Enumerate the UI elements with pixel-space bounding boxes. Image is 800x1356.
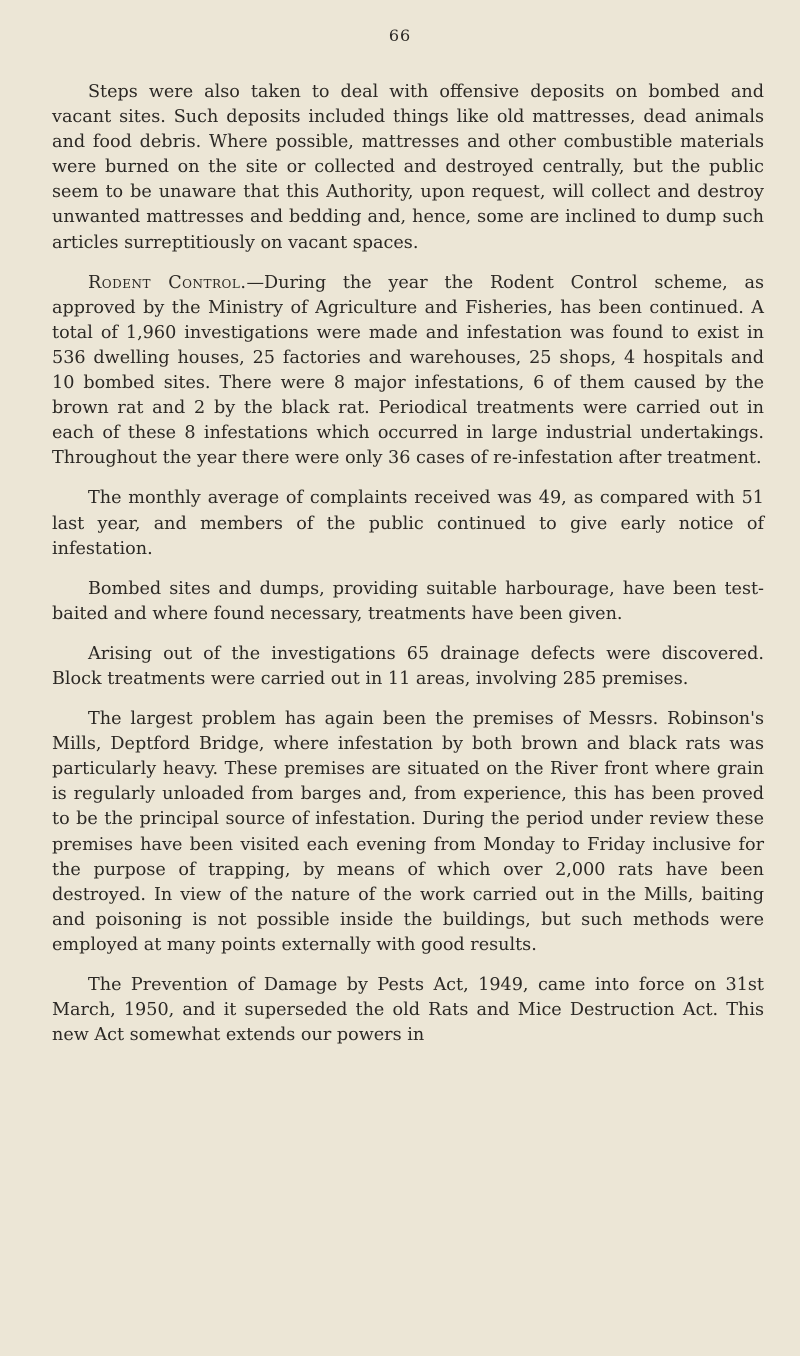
paragraph-text: The largest problem has again been the premises of Messrs. Robinson's Mills, Deptford Bridge, where infestation by both brown and black rats was particularly heavy. These premises are situated on the River front where grain is regularly unloaded from barges and, from experience, this has been proved to be the principal source of infestation. During the period under review these premises have been visited each evening from Monday to Friday inclusive for the purpose of trapping, by means of which over 2,000 rats have been destroyed. In view of the nature of the work carried out in the Mills, baiting and poisoning is not possible inside the buildings, but such methods were employed at many points externally with good results. [52,709,764,955]
paragraph-robinsons-mills [52,707,764,958]
paragraph-pests-act [52,973,764,1048]
section-heading-rodent-control: Rodent Control. [88,272,247,293]
paragraph-text: The Prevention of Damage by Pests Act, 1949, came into force on 31st March, 1950, and it superseded the old Rats and Mice Destruction Act. This new Act somewhat extends our powers in [52,975,764,1046]
paragraph-text: —During the year the Rodent Control scheme, as approved by the Ministry of Agriculture and Fisheries, has been continued. A total of 1,960 investigations were made and infestation was found to exist in 536 dwelling houses, 25 factories and warehouses, 25 shops, 4 hospitals and 10 bombed sites. There were 8 major infestations, 6 of them caused by the brown rat and 2 by the black rat. Periodical treatments were carried out in each of these 8 infestations which occurred in large industrial undertakings. Throughout the year there were only 36 cases of re-infestation after treatment. [52,272,764,469]
paragraph-text: Steps were also taken to deal with offensive deposits on bombed and vacant sites. Such deposits included things like old mattresses, dead animals and food debris. Where possible, mattresses and other combustible materials were burned on the site or collected and destroyed centrally, but the public seem to be unaware that this Authority, upon request, will collect and destroy unwanted mattresses and bedding and, hence, some are inclined to dump such articles surreptitiously on vacant spaces. [52,82,764,253]
paragraph-bombed-sites [52,577,764,627]
page-number: 66 [388,26,412,45]
paragraph-text: The monthly average of complaints received was 49, as compared with 51 last year, and members of the public continued to give early notice of infestation. [52,488,764,559]
paragraph-rodent-control [52,271,764,472]
paragraph-text: Bombed sites and dumps, providing suitable harbourage, have been test-baited and where found necessary, treatments have been given. [52,578,764,624]
body-text [52,80,764,1063]
paragraph-complaints [52,486,764,561]
paragraph-drainage-defects [52,642,764,692]
paragraph-text: Arising out of the investigations 65 drainage defects were discovered. Block treatments were carried out in 11 areas, involving 285 premises. [52,643,764,689]
paragraph-offensive-deposits [52,80,764,256]
